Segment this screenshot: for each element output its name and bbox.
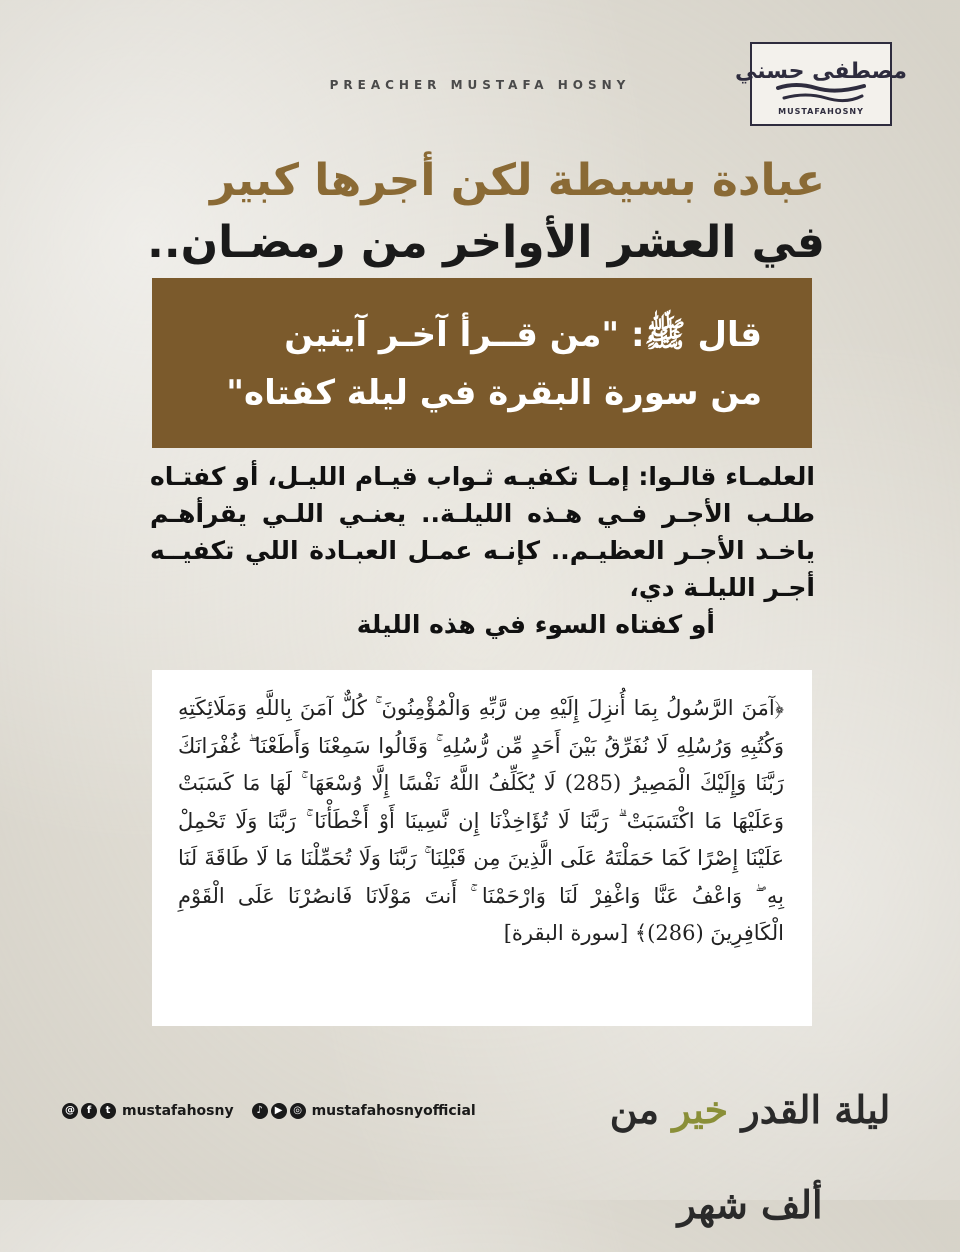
hadith-line-1: قال ﷺ: "من قــرأ آخـر آيتين — [284, 315, 762, 355]
hadith-line-2: من سورة البقرة في ليلة كفتاه" — [226, 373, 762, 413]
calligraphy-word-2: خير — [672, 1087, 729, 1132]
calligraphy-word-1: ليلة القدر — [741, 1087, 891, 1132]
logo-latin-text: MUSTAFAHOSNY — [778, 107, 864, 116]
verse-box — [152, 670, 812, 1026]
laylat-al-qadr-calligraphy — [600, 1062, 900, 1227]
headline — [90, 150, 825, 274]
threads-icon[interactable]: @ — [62, 1103, 78, 1119]
social-handle-2[interactable]: mustafahosnyofficial — [311, 1103, 476, 1119]
quran-verse-text: ﴿آمَنَ الرَّسُولُ بِمَا أُنزِلَ إِلَيْهِ مِن رَّبِّهِ وَالْمُؤْمِنُونَ ۚ كُلٌّ آمَنَ بِاللَّهِ وَمَلَائِكَتِهِ وَكُتُبِهِ وَرُسُلِهِ لَا نُفَرِّقُ بَيْنَ أَحَدٍ مِّن رُّسُلِهِ ۚ وَقَالُوا سَمِعْنَا وَأَطَعْنَا ۖ غُفْرَانَكَ رَبَّنَا وَإِلَيْكَ الْمَصِيرُ (285) لَا يُكَلِّفُ اللَّهُ نَفْسًا إِلَّا وُسْعَهَا ۚ لَهَا مَا كَسَبَتْ وَعَلَيْهَا مَا اكْتَسَبَتْ ۗ رَبَّنَا لَا تُؤَاخِذْنَا إِن نَّسِينَا أَوْ أَخْطَأْنَا ۚ رَبَّنَا وَلَا تَحْمِلْ عَلَيْنَا إِصْرًا كَمَا حَمَلْتَهُ عَلَى الَّذِينَ مِن قَبْلِنَا ۚ رَبَّنَا وَلَا تُحَمِّلْنَا مَا لَا طَاقَةَ لَنَا بِهِ ۖ وَاعْفُ عَنَّا وَاغْفِرْ لَنَا وَارْحَمْنَا ۚ أَنتَ مَوْلَانَا فَانصُرْنَا عَلَى الْقَوْمِ الْكَافِرِينَ (286)﴾ [سورة البقرة] — [178, 696, 784, 945]
hadith-box — [152, 278, 812, 448]
explanation-text — [150, 458, 815, 643]
calligraphy-word-3: من ألف شهر — [609, 1087, 823, 1227]
facebook-icon[interactable]: f — [81, 1103, 97, 1119]
logo-calligraphy-icon — [735, 52, 907, 106]
headline-line-2: في العشر الأواخر من رمضـان.. — [147, 217, 825, 268]
social-links — [62, 1098, 494, 1124]
social-handle-1[interactable]: mustafahosny — [122, 1103, 234, 1119]
headline-line-1: عبادة بسيطة لكن أجرها كبير — [210, 155, 825, 206]
explanation-last-line: أو كفتاه السوء في هذه الليلة — [356, 610, 715, 639]
tiktok-icon[interactable]: ♪ — [252, 1103, 268, 1119]
twitter-icon[interactable]: t — [100, 1103, 116, 1119]
instagram-icon[interactable]: ◎ — [290, 1103, 306, 1119]
youtube-icon[interactable]: ▶ — [271, 1103, 287, 1119]
explanation-body: العلمـاء قالـوا: إمـا تكفيـه ثـواب قيـام الليـل، أو كفتـاه طلـب الأجـر فـي هـذه الليلـة.. يعنـي اللـي يقرأهـم ياخـد الأجـر العظيـم.. كإنـه عمـل العبـادة اللي تكفيــه أجـر الليلـة دي، — [150, 462, 815, 602]
mustafa-hosny-logo — [735, 42, 907, 126]
svg-text:مصطفى حسني: مصطفى حسني — [735, 59, 907, 84]
preacher-label: PREACHER MUSTAFA HOSNY — [329, 78, 631, 92]
